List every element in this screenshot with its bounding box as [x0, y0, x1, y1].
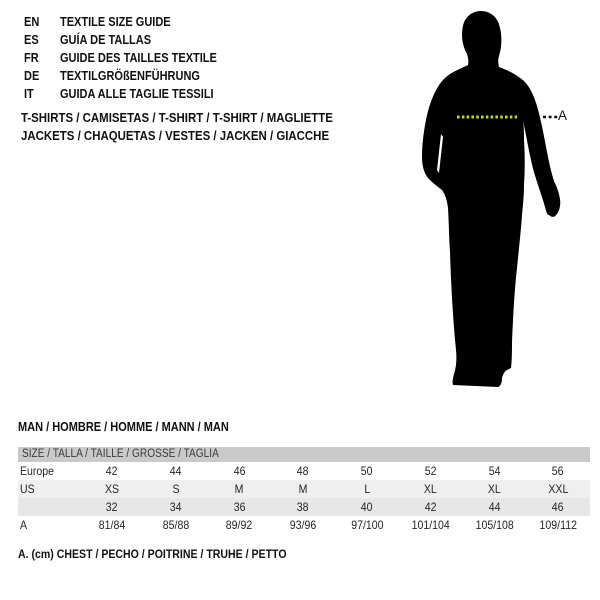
table-row-chest-a — [18, 516, 590, 534]
table-cell: 44 — [169, 464, 182, 478]
measure-label-a: A — [558, 108, 568, 123]
table-cell: 44 — [488, 500, 501, 514]
language-code: DE — [24, 69, 40, 83]
table-cell: XL — [487, 482, 501, 496]
language-row-it — [24, 85, 238, 103]
table-cell: 32 — [105, 500, 118, 514]
man-silhouette-path — [422, 11, 560, 387]
language-code: EN — [24, 15, 40, 29]
language-label: GUIDE DES TAILLES TEXTILE — [60, 51, 217, 65]
table-cell: 42 — [105, 464, 118, 478]
category-lines — [21, 109, 375, 144]
table-cell: M — [234, 482, 244, 496]
table-row-europe — [18, 462, 590, 480]
row-label: US — [20, 482, 35, 496]
table-cell: XS — [104, 482, 119, 496]
language-label: TEXTILGRÖßENFÜHRUNG — [60, 69, 200, 83]
table-cell: 46 — [233, 464, 246, 478]
table-cell: M — [298, 482, 308, 496]
table-cell: 42 — [424, 500, 437, 514]
language-row-fr — [24, 49, 238, 67]
footnote-text: A. (cm) CHEST / PECHO / POITRINE / TRUHE / PETTO — [18, 547, 287, 561]
table-cell: 40 — [360, 500, 373, 514]
category-tshirts: T-SHIRTS / CAMISETAS / T-SHIRT / T-SHIRT / MAGLIETTE — [21, 110, 333, 125]
table-cell: 101/104 — [411, 518, 450, 532]
table-cell: 54 — [488, 464, 501, 478]
table-cell: 81/84 — [98, 518, 126, 532]
table-header-bar — [18, 447, 590, 462]
table-header-text: SIZE / TALLA / TAILLE / GRÖSSE / TAGLIA — [22, 448, 219, 460]
section-title-text: MAN / HOMBRE / HOMME / MANN / MAN — [18, 420, 229, 434]
row-label: A — [20, 518, 28, 532]
table-cell: 50 — [360, 464, 373, 478]
language-label: GUÍA DE TALLAS — [60, 33, 152, 47]
table-cell: 48 — [297, 464, 309, 478]
language-row-de — [24, 67, 238, 85]
table-cell: 36 — [233, 500, 246, 514]
table-cell: XXL — [548, 482, 569, 496]
language-row-es — [24, 31, 238, 49]
table-cell: 89/92 — [226, 518, 253, 532]
table-cell: 97/100 — [350, 518, 384, 532]
language-code: FR — [24, 51, 39, 65]
table-cell: 85/88 — [162, 518, 189, 532]
table-cell: 46 — [552, 500, 564, 514]
table-cell: S — [172, 482, 180, 496]
table-row-numeric — [18, 498, 590, 516]
footnote — [18, 547, 323, 561]
language-label: GUIDA ALLE TAGLIE TESSILI — [60, 87, 214, 101]
table-cell: 34 — [169, 500, 182, 514]
section-title — [18, 420, 258, 434]
table-cell: 109/112 — [539, 518, 577, 532]
table-cell: 93/96 — [289, 518, 317, 532]
man-silhouette-figure — [410, 0, 600, 400]
table-cell: 38 — [297, 500, 309, 514]
language-label: TEXTILE SIZE GUIDE — [60, 15, 171, 29]
table-cell: XL — [424, 482, 438, 496]
table-cell: 52 — [424, 464, 437, 478]
table-row-us — [18, 480, 590, 498]
table-cell: L — [363, 482, 370, 496]
size-table — [18, 447, 590, 534]
row-label: Europe — [20, 464, 55, 478]
language-code: IT — [24, 87, 34, 101]
category-jackets: JACKETS / CHAQUETAS / VESTES / JACKEN / GIACCHE — [21, 127, 330, 143]
table-cell: 56 — [552, 464, 564, 478]
language-row-en — [24, 13, 238, 31]
table-cell: 105/108 — [475, 518, 514, 532]
language-list — [24, 13, 238, 103]
man-silhouette-svg — [410, 0, 600, 400]
language-code: ES — [24, 33, 39, 47]
